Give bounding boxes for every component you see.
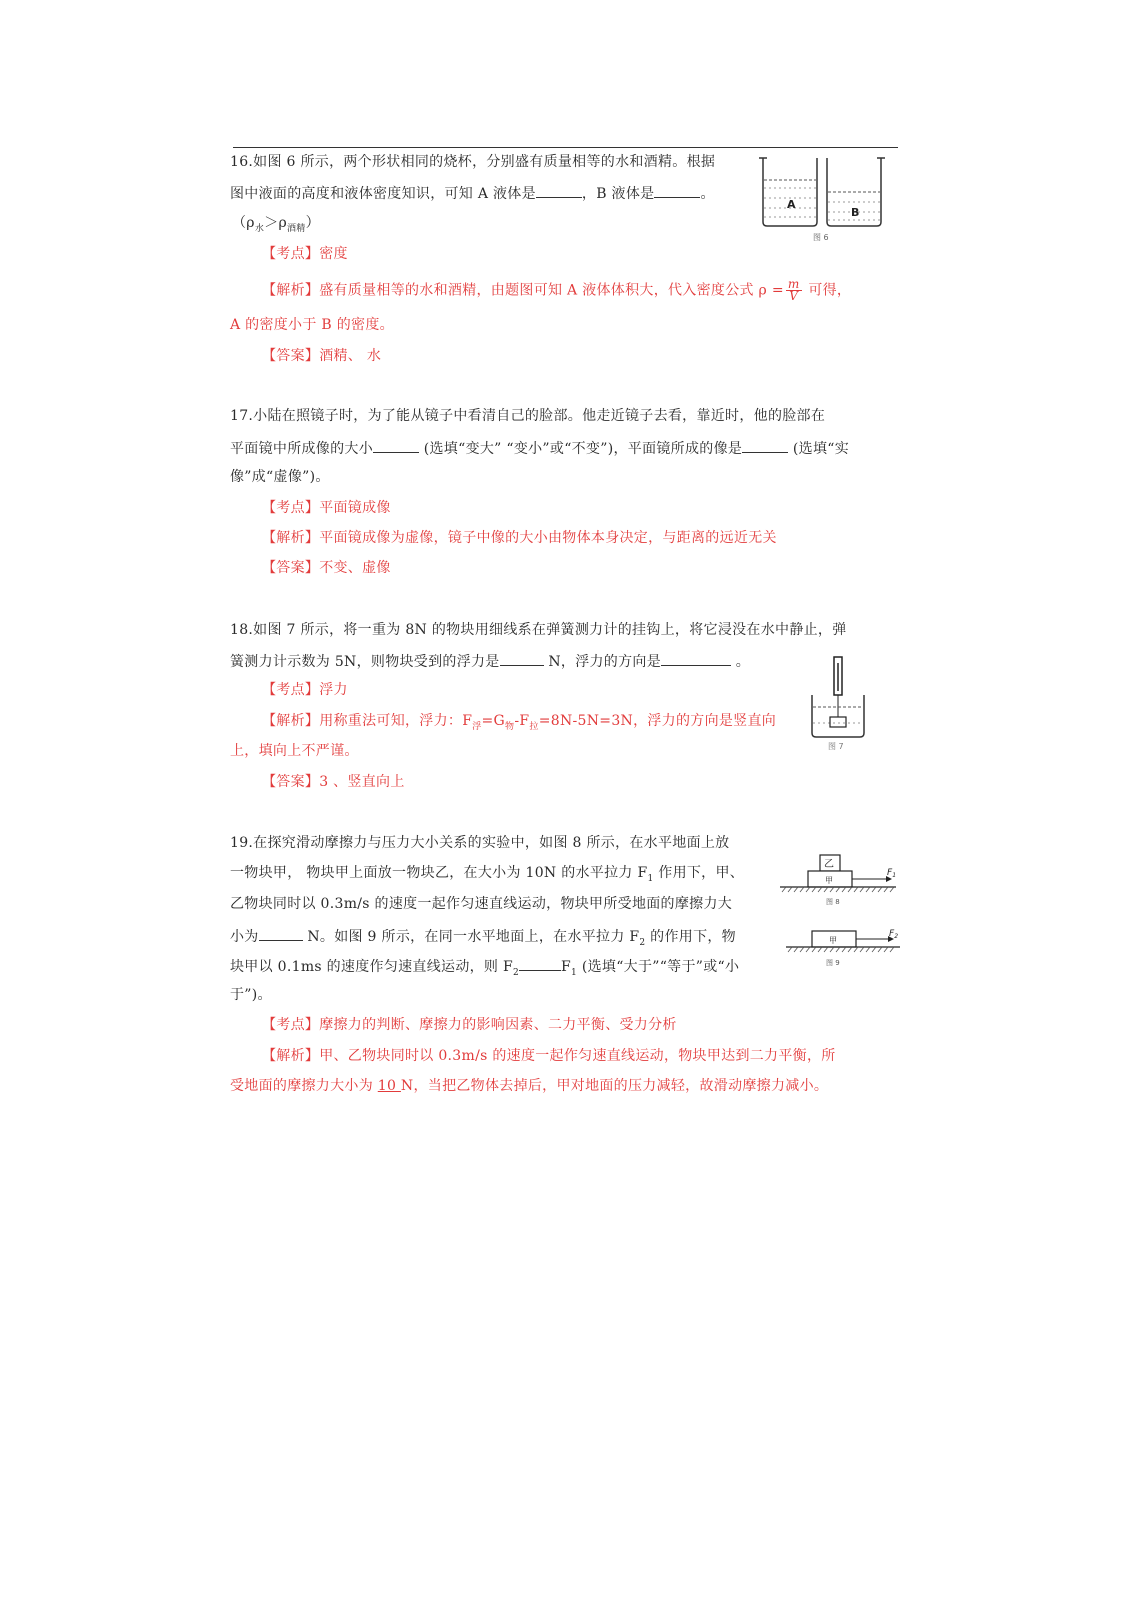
q18-jiexi-2: 上，填向上不严谨。 (230, 743, 359, 759)
q18-jiexi-1 (262, 712, 776, 736)
jiexi-text: =8N-5N=3N，浮力的方向是竖直向 (538, 713, 777, 729)
q17-text: 平面镜中所成像的大小 (230, 441, 373, 457)
force-label: $F_2$ (889, 929, 899, 940)
jiexi-text: N，当把乙物体去掉后，甲对地面的压力减轻，故滑动摩擦力减小。 (400, 1078, 829, 1094)
q19-text: 小为 (230, 929, 259, 945)
q19-text: N。如图 9 所示，在同一水平地面上，在水平拉力 F (302, 929, 640, 945)
q18-daan (262, 773, 405, 791)
kaodian-text: 摩擦力的判断、摩擦力的影响因素、二力平衡、受力分析 (319, 1017, 677, 1033)
kaodian-text: 浮力 (319, 682, 348, 698)
q17-jiexi (262, 529, 777, 547)
q19-text: 一物块甲， 物块甲上面放一物块乙，在大小为 10N 的水平拉力 F (230, 865, 648, 881)
figure-6-caption: 图 6 (813, 233, 829, 242)
block-jia-label: 甲 (825, 876, 833, 885)
q16-jiexi-1 (262, 279, 851, 302)
daan-text: 酒精、 水 (319, 348, 382, 364)
q16-text: ＞ρ (264, 215, 287, 231)
jiexi-tag: 【解析】 (262, 530, 320, 546)
beaker-a (759, 158, 817, 226)
jiexi-text: 受地面的摩擦力大小为 (230, 1078, 378, 1094)
q16-daan (262, 347, 381, 365)
q19-blank-a (259, 926, 303, 941)
q17-blank-b (742, 438, 788, 453)
q16-blank-b (654, 183, 700, 198)
jiexi-tag: 【解析】 (262, 1048, 320, 1064)
jiexi-text: 平面镜成像为虚像，镜子中像的大小由物体本身决定，与距离的远近无关 (319, 530, 777, 546)
jiexi-text: -F (514, 713, 530, 729)
q19-text: 作用下，甲、 (653, 865, 745, 881)
q16-line-2 (230, 183, 715, 203)
submerged-block (830, 717, 846, 727)
q18-line-1: 18.如图 7 所示，将一重为 8N 的物块用细线系在弹簧测力计的挂钩上，将它浸没在水中静止，弹 (230, 622, 847, 638)
q17-line-1: 17.小陆在照镜子时，为了能从镜子中看清自己的脸部。他走近镜子去看，靠近时，他的脸部在 (230, 408, 826, 424)
jiexi-tag: 【解析】 (262, 282, 320, 299)
q18-blank-b (661, 651, 731, 666)
jiexi-underlined-value: 10 (377, 1078, 401, 1094)
q19-kaodian (262, 1016, 677, 1034)
q18-text: N，浮力的方向是 (543, 654, 662, 670)
q18-blank-a (500, 651, 544, 666)
q18-text: 。 (731, 654, 751, 670)
kaodian-text: 平面镜成像 (319, 500, 391, 516)
q19-jiexi-2 (230, 1077, 828, 1095)
density-fraction (786, 279, 802, 302)
daan-tag: 【答案】 (262, 774, 320, 790)
figure-8-caption: 图 8 (826, 898, 840, 906)
kaodian-text: 密度 (319, 246, 348, 262)
q19-sub: 1 (571, 967, 578, 978)
q16-line-3 (232, 214, 320, 238)
q18-kaodian (262, 681, 348, 699)
beaker-b (827, 158, 885, 226)
q19-text: 块甲以 0.1ms 的速度作匀速直线运动，则 F (230, 959, 513, 975)
q16-blank-a (536, 183, 582, 198)
q16-line-1: 16.如图 6 所示，两个形状相同的烧杯，分别盛有质量相等的水和酒精。根据 (230, 154, 716, 170)
beaker-a-label: A (787, 198, 796, 211)
daan-tag: 【答案】 (262, 560, 320, 576)
q19-line-3: 乙物块同时以 0.3m/s 的速度一起作匀速直线运动，物块甲所受地面的摩擦力大 (230, 896, 733, 912)
q16-sub: 酒精 (287, 223, 306, 234)
kaodian-tag: 【考点】 (262, 500, 320, 516)
jiexi-tag: 【解析】 (262, 713, 320, 729)
q17-text: (选填“变大” “变小”或“不变”)，平面镜所成的像是 (419, 441, 743, 457)
q19-text: (选填“大于”“等于”或“小 (577, 959, 740, 975)
kaodian-tag: 【考点】 (262, 246, 320, 262)
q19-sub: 2 (639, 937, 646, 948)
jiexi-sub: 浮 (472, 721, 482, 732)
figure-7-caption: 图 7 (828, 742, 844, 751)
q16-text: 。 (700, 186, 715, 202)
figure-8-stacked-blocks (778, 852, 900, 910)
q16-kaodian (262, 245, 348, 263)
q19-line-2 (230, 864, 744, 888)
q19-line-5 (230, 956, 739, 982)
figure-9-single-block (784, 927, 904, 973)
q18-text: 簧测力计示数为 5N，则物块受到的浮力是 (230, 654, 500, 670)
q17-blank-a (373, 438, 419, 453)
daan-tag: 【答案】 (262, 348, 320, 364)
daan-text: 不变、虚像 (319, 560, 391, 576)
force-label: $F_1$ (887, 868, 897, 879)
q19-blank-b (519, 956, 561, 971)
block-yi-label: 乙 (824, 859, 834, 870)
jiexi-text: 可得， (803, 282, 852, 299)
figure-9-caption: 图 9 (826, 959, 840, 967)
fraction-denominator: V (789, 289, 799, 303)
kaodian-tag: 【考点】 (262, 682, 320, 698)
q17-kaodian (262, 499, 391, 517)
q19-sub: 2 (513, 967, 520, 978)
beaker-b-label: B (851, 206, 860, 219)
fraction-numerator: m (787, 277, 800, 291)
q19-jiexi-1 (262, 1047, 836, 1065)
q19-line-6: 于”)。 (230, 987, 272, 1003)
jiexi-sub: 拉 (529, 721, 539, 732)
q19-line-1: 19.在探究滑动摩擦力与压力大小关系的实验中，如图 8 所示，在水平地面上放 (230, 835, 730, 851)
q16-jiexi-2: A 的密度小于 B 的密度。 (230, 317, 394, 333)
jiexi-text: 甲、乙物块同时以 0.3m/s 的速度一起作匀速直线运动，物块甲达到二力平衡，所 (319, 1048, 836, 1064)
q18-line-2 (230, 651, 750, 671)
jiexi-text: 用称重法可知，浮力：F (319, 713, 473, 729)
top-rule (233, 147, 898, 148)
q17-daan (262, 559, 391, 577)
q16-text: ） (305, 215, 320, 231)
q16-text: 图中液面的高度和液体密度知识，可知 A 液体是 (230, 186, 536, 202)
q16-text: （ρ (232, 215, 255, 231)
q17-text: (选填“实 (788, 441, 850, 457)
q19-text: F (561, 959, 572, 975)
jiexi-text: 盛有质量相等的水和酒精，由题图可知 A 液体体积大，代入密度公式 ρ = (319, 282, 784, 299)
q19-sub: 1 (647, 873, 654, 884)
daan-text: 3 、竖直向上 (319, 774, 405, 790)
q19-text: 的作用下，物 (645, 929, 736, 945)
kaodian-tag: 【考点】 (262, 1017, 320, 1033)
q16-sub: 水 (254, 223, 265, 234)
figure-6-beakers (755, 152, 890, 244)
q16-text: ，B 液体是 (581, 186, 655, 202)
block-jia-label: 甲 (829, 936, 837, 945)
figure-7-spring-scale (806, 655, 870, 755)
q17-line-2 (230, 438, 849, 458)
jiexi-text: =G (481, 713, 506, 729)
q17-line-3: 像”成“虚像”)。 (230, 469, 330, 485)
jiexi-sub: 物 (505, 721, 515, 732)
q19-line-4 (230, 926, 736, 952)
